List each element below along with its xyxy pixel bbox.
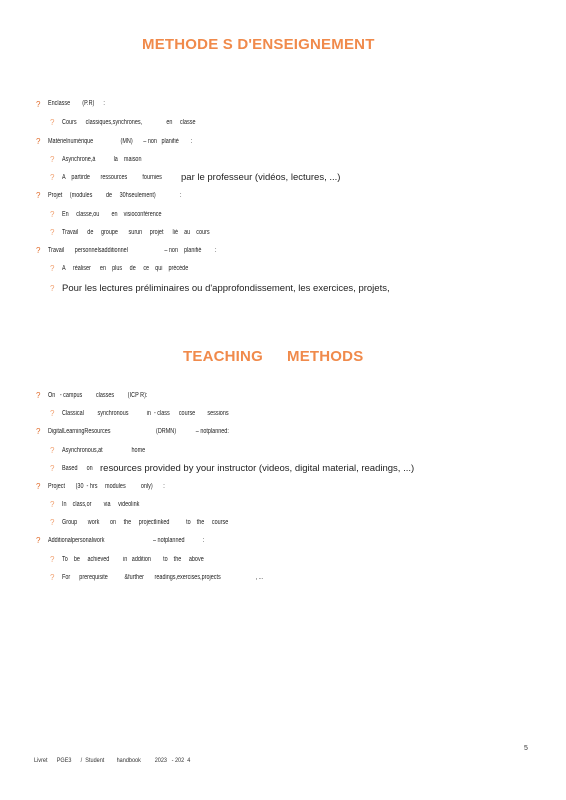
list-item-fr-9: Travail personnelsadditionnel – non planifié : <box>48 247 217 254</box>
bullet-icon: ? <box>50 173 55 182</box>
bullet-icon: ? <box>50 284 55 293</box>
section-title-en-right: METHODS <box>287 348 364 365</box>
bullet-icon: ? <box>50 555 55 564</box>
bullet-icon: ? <box>36 137 41 146</box>
list-item-en-9: Additionalpersonalwork – notplanned : <box>48 537 205 544</box>
bullet-icon: ? <box>50 446 55 455</box>
page-number: 5 <box>524 745 528 752</box>
list-item-en-8: Group work on the projectlinked to the course <box>62 519 229 526</box>
list-item-fr-10: A réaliser en plus de ce qui précède <box>62 265 189 272</box>
bullet-icon: ? <box>36 427 41 436</box>
list-item-fr-2: Cours classiques,synchrones, en classe <box>62 119 196 126</box>
bullet-icon: ? <box>36 246 41 255</box>
list-item-fr-8: Travail de groupe surun projet lié au cours <box>62 229 210 236</box>
list-item-en-5: Based on <box>62 465 93 472</box>
bullet-icon: ? <box>50 118 55 127</box>
section-title-fr: METHODE S D'ENSEIGNEMENT <box>142 36 375 53</box>
list-item-fr-5: A partirde ressources fournies <box>62 174 162 181</box>
list-item-en-5-tail: resources provided by your instructor (videos, digital material, readings, ...) <box>100 463 415 474</box>
bullet-icon: ? <box>50 228 55 237</box>
bullet-icon: ? <box>50 573 55 582</box>
list-item-en-10: To be achieved in addition to the above <box>62 556 204 563</box>
bullet-icon: ? <box>36 482 41 491</box>
list-item-en-3: DigitalLearningResources (DRMN) – notplanned: <box>48 428 229 435</box>
bullet-icon: ? <box>50 500 55 509</box>
list-item-fr-6: Projet (modules de 30hseulement) : <box>48 192 182 199</box>
bullet-icon: ? <box>36 191 41 200</box>
bullet-icon: ? <box>36 536 41 545</box>
list-item-en-2: Classical synchronous in - class course sessions <box>62 410 229 417</box>
bullet-icon: ? <box>50 210 55 219</box>
bullet-icon: ? <box>50 155 55 164</box>
bullet-icon: ? <box>36 100 41 109</box>
list-item-en-1: On - campus classes (ICP R): <box>48 392 148 399</box>
footer-text: Livret PGE3 / Student handbook 2023 - 202 4 <box>34 757 191 764</box>
bullet-icon: ? <box>50 464 55 473</box>
list-item-en-4: Asynchronous,at home <box>62 447 146 454</box>
bullet-icon: ? <box>50 264 55 273</box>
list-item-en-6: Project (30 - hrs modules only) : <box>48 483 165 490</box>
section-title-en-left: TEACHING <box>183 348 263 365</box>
list-item-en-11: For prerequisite &further readings,exercises,projects , ... <box>62 574 264 581</box>
list-item-fr-11: Pour les lectures préliminaires ou d'approfondissement, les exercices, projets, <box>62 283 390 294</box>
list-item-fr-4: Asynchrone,à la maison <box>62 156 142 163</box>
bullet-icon: ? <box>50 409 55 418</box>
list-item-en-7: In class,or via videolink <box>62 501 140 508</box>
bullet-icon: ? <box>36 391 41 400</box>
bullet-icon: ? <box>50 518 55 527</box>
list-item-fr-3: Matérielnumérique (MN) – non planifié : <box>48 138 193 145</box>
list-item-fr-5-tail: par le professeur (vidéos, lectures, ...) <box>181 172 341 183</box>
list-item-fr-1: Enclasse (P.R) : <box>48 100 105 107</box>
list-item-fr-7: En classe,ou en visioconférence <box>62 211 162 218</box>
